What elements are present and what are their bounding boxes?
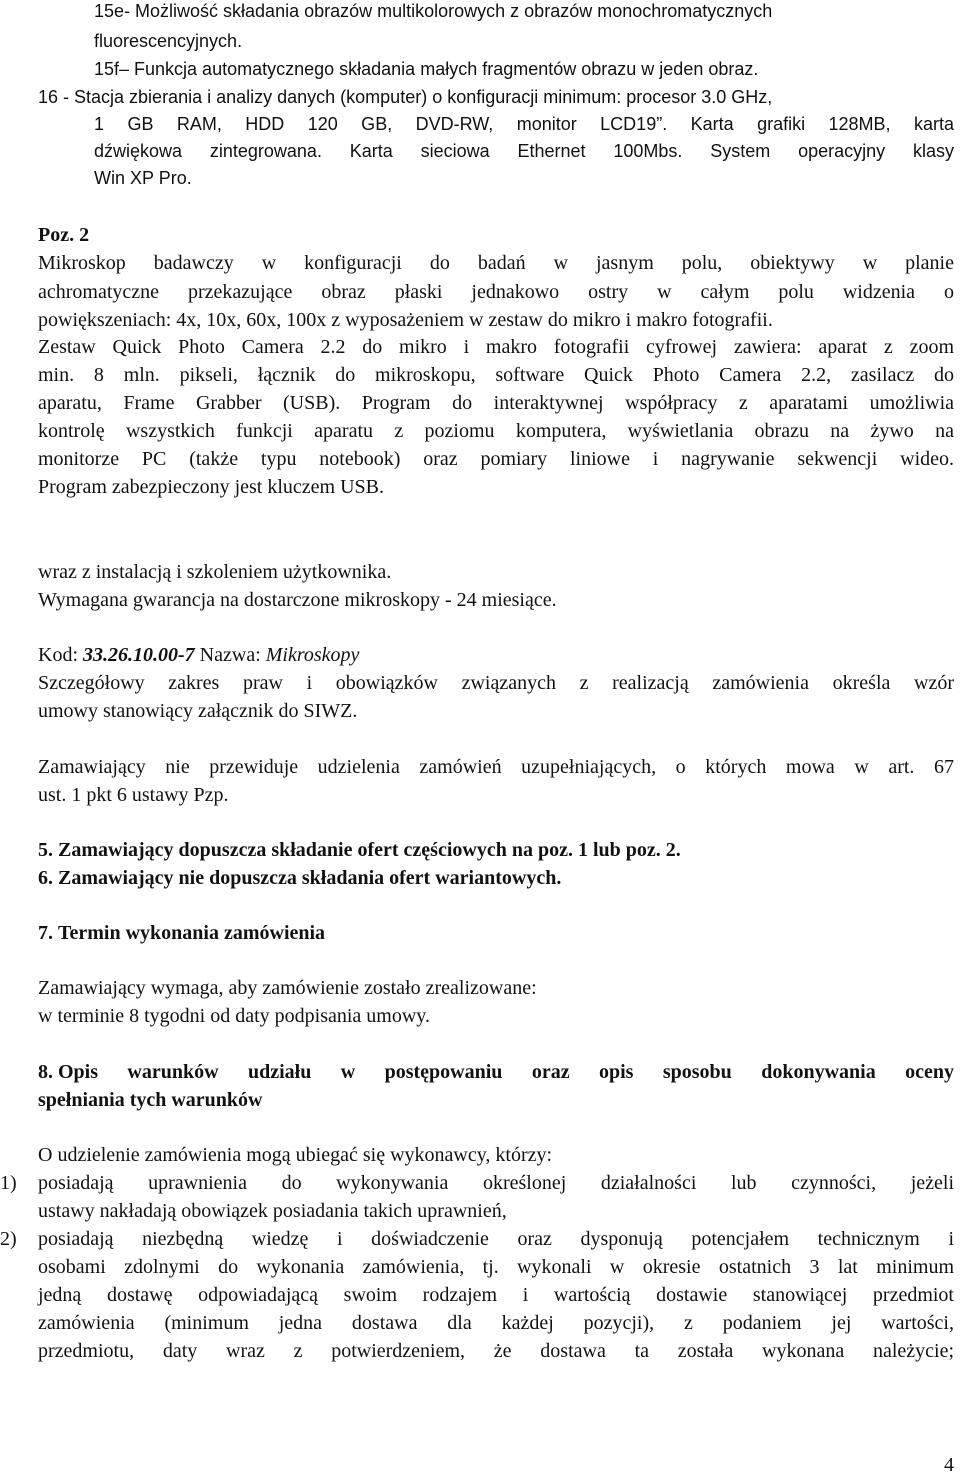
text-line: ust. 1 pkt 6 ustawy Pzp. (38, 784, 229, 806)
section-number: 5. (38, 839, 53, 861)
text-line: kontrolę wszystkich funkcji aparatu z poziomu komputera, wyświetlania obrazu na żywo na (38, 420, 954, 442)
text-line: Program zabezpieczony jest kluczem USB. (38, 476, 384, 498)
cpv-code-line (38, 645, 359, 665)
cpv-name-label: Nazwa: (194, 644, 266, 666)
term-intro: Zamawiający wymaga, aby zamówienie zostało zrealizowane: (38, 977, 537, 999)
page-number: 4 (944, 1454, 954, 1476)
section-number: 7. (38, 922, 53, 944)
section-text: Zamawiający nie dopuszcza składania ofert wariantowych. (58, 867, 562, 889)
text-line: 15e- Możliwość składania obrazów multikolorowych z obrazów monochromatycznych (94, 1, 773, 21)
text-line: monitorze PC (także typu notebook) oraz pomiary liniowe i nagrywanie sekwencji wideo. (38, 448, 954, 470)
term-deadline: w terminie 8 tygodni od daty podpisania umowy. (38, 1005, 430, 1027)
cpv-name: Mikroskopy (265, 644, 360, 666)
text-line: min. 8 mln. pikseli, łącznik do mikroskopu, software Quick Photo Camera 2.2, zasilacz do (38, 364, 954, 386)
warranty-note: Wymagana gwarancja na dostarczone mikroskopy - 24 miesiące. (38, 589, 557, 611)
text-line: powiększeniach: 4x, 10x, 60x, 100x z wyposażeniem w zestaw do mikro i makro fotografii. (38, 309, 773, 331)
text-line: Mikroskop badawczy w konfiguracji do badań w jasnym polu, obiektywy w planie (38, 252, 954, 274)
text-line: umowy stanowiący załącznik do SIWZ. (38, 700, 358, 722)
list-number: 2) (0, 1228, 17, 1250)
list-number: 1) (0, 1172, 17, 1194)
spec-item-15f: 15f– Funkcja automatycznego składania małych fragmentów obrazu w jeden obraz. (94, 59, 759, 79)
cpv-label: Kod: (38, 644, 83, 666)
text-line: osobami zdolnymi do wykonania zamówienia, tj. wykonali w okresie ostatnich 3 lat minimum (38, 1256, 954, 1278)
text-line: posiadają uprawnienia do wykonywania określonej działalności lub czynności, jeżeli (38, 1172, 954, 1194)
text-line: zamówienia (minimum jedna dostawa dla każdej pozycji), z podaniem jej wartości, (38, 1312, 954, 1334)
text-line: Win XP Pro. (94, 168, 192, 188)
section-number: 8. (38, 1061, 53, 1083)
text-line: Zestaw Quick Photo Camera 2.2 do mikro i makro fotografii cyfrowej zawiera: aparat z zoom (38, 336, 954, 358)
text-line: Szczegółowy zakres praw i obowiązków związanych z realizacją zamówienia określa wzór (38, 672, 954, 694)
text-line: fluorescencyjnych. (94, 31, 243, 51)
text-line: ustawy nakładają obowiązek posiadania takich uprawnień, (38, 1200, 507, 1222)
section-heading: Opis warunków udziału w postępowaniu oraz opis sposobu dokonywania oceny (58, 1061, 954, 1083)
conditions-intro: O udzielenie zamówienia mogą ubiegać się wykonawcy, którzy: (38, 1144, 553, 1166)
installation-note: wraz z instalacją i szkoleniem użytkownika. (38, 561, 392, 583)
text-line: 16 - Stacja zbierania i analizy danych (komputer) o konfiguracji minimum: procesor 3.0 GHz, (38, 87, 773, 107)
section-text: Zamawiający dopuszcza składanie ofert częściowych na poz. 1 lub poz. 2. (58, 839, 681, 861)
text-line: posiadają niezbędną wiedzę i doświadczenie oraz dysponują potencjałem technicznym i (38, 1228, 954, 1250)
text-line: achromatyczne przekazujące obraz płaski jednakowo ostry w całym polu widzenia o (38, 281, 954, 303)
text-line: 1 GB RAM, HDD 120 GB, DVD-RW, monitor LCD19”. Karta grafiki 128MB, karta (94, 114, 954, 134)
text-line: przedmiotu, daty wraz z potwierdzeniem, że dostawa ta została wykonana należycie; (38, 1340, 954, 1362)
text-line: jedną dostawę odpowiadającą swoim rodzajem i wartością dostawie stanowiącej przedmiot (38, 1284, 954, 1306)
poz-2-heading: Poz. 2 (38, 224, 90, 246)
section-heading: spełniania tych warunków (38, 1089, 263, 1111)
cpv-code: 33.26.10.00-7 (83, 644, 195, 666)
text-line: dźwiękowa zintegrowana. Karta sieciowa Ethernet 100Mbs. System operacyjny klasy (94, 141, 954, 161)
section-number: 6. (38, 867, 53, 889)
text-line: aparatu, Frame Grabber (USB). Program do interaktywnej współpracy z aparatami umożliwia (38, 392, 954, 414)
section-heading: Termin wykonania zamówienia (58, 922, 326, 944)
text-line: Zamawiający nie przewiduje udzielenia zamówień uzupełniających, o których mowa w art. 67 (38, 756, 954, 778)
